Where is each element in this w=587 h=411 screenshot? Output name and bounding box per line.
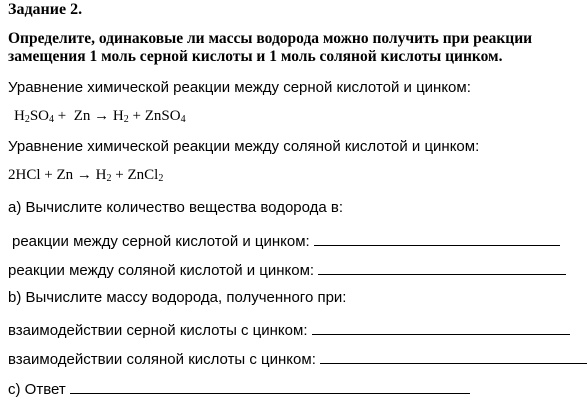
part-b-q2-label: взаимодействии соляной кислоты с цинком:	[8, 351, 321, 368]
eq2-zncl: ZnCl	[127, 167, 159, 183]
eq1-so-sub: 4	[49, 114, 55, 125]
eq1-zn: Zn	[73, 108, 91, 124]
equation2-caption: Уравнение химической реакции между соляной кислотой и цинком:	[8, 138, 480, 155]
eq1-h2: H	[112, 108, 124, 124]
part-a-question-2	[8, 260, 566, 278]
part-b-heading: b) Вычислите массу водорода, полученного при:	[8, 289, 347, 306]
equation2	[8, 168, 163, 184]
answer-blank-c[interactable]	[70, 379, 470, 394]
part-c-label: c) Ответ	[8, 381, 70, 398]
task-statement-line-2: замещения 1 моль серной кислоты и 1 моль соляной кислоты цинком.	[8, 48, 503, 65]
eq1-arrow: →	[90, 108, 113, 124]
answer-blank-a2[interactable]	[318, 260, 566, 275]
task-title: Задание 2.	[8, 1, 83, 18]
part-a-heading: a) Вычислите количество вещества водорода в:	[8, 199, 344, 216]
equation1-caption: Уравнение химической реакции между серной кислотой и цинком:	[8, 79, 471, 96]
part-b-q1-label: взаимодействии серной кислоты с цинком:	[8, 322, 312, 339]
answer-blank-b2[interactable]	[320, 349, 587, 364]
eq1-plus2: +	[128, 108, 145, 124]
eq1-h2-sub: 2	[123, 114, 129, 125]
part-a-question-1	[12, 231, 560, 249]
eq1-plus1: +	[54, 108, 74, 124]
eq2-h2: H	[95, 167, 107, 183]
part-b-question-1	[8, 320, 570, 338]
part-a-q1-label: реакции между серной кислотой и цинком:	[12, 233, 314, 250]
equation1	[14, 109, 186, 125]
eq2-hcl: 2HCl	[8, 167, 41, 183]
task-statement-line-1: Определите, одинаковые ли массы водорода можно получить при реакции	[8, 30, 533, 47]
answer-blank-b1[interactable]	[312, 320, 570, 335]
part-b-question-2	[8, 349, 587, 367]
eq1-h: H	[14, 108, 25, 124]
eq2-zn: Zn	[56, 167, 74, 183]
eq1-znso: ZnSO	[144, 108, 181, 124]
eq2-arrow: →	[73, 167, 96, 183]
eq2-zncl-sub: 2	[158, 173, 164, 184]
part-a-q2-label: реакции между соляной кислотой и цинком:	[8, 262, 319, 279]
eq1-so: SO	[29, 108, 50, 124]
eq2-plus2: +	[111, 167, 128, 183]
eq1-h-sub: 2	[24, 114, 30, 125]
part-c-answer	[8, 379, 470, 397]
answer-blank-a1[interactable]	[314, 231, 560, 246]
eq2-plus1: +	[40, 167, 57, 183]
eq2-h2-sub: 2	[106, 173, 112, 184]
eq1-znso-sub: 4	[180, 114, 186, 125]
